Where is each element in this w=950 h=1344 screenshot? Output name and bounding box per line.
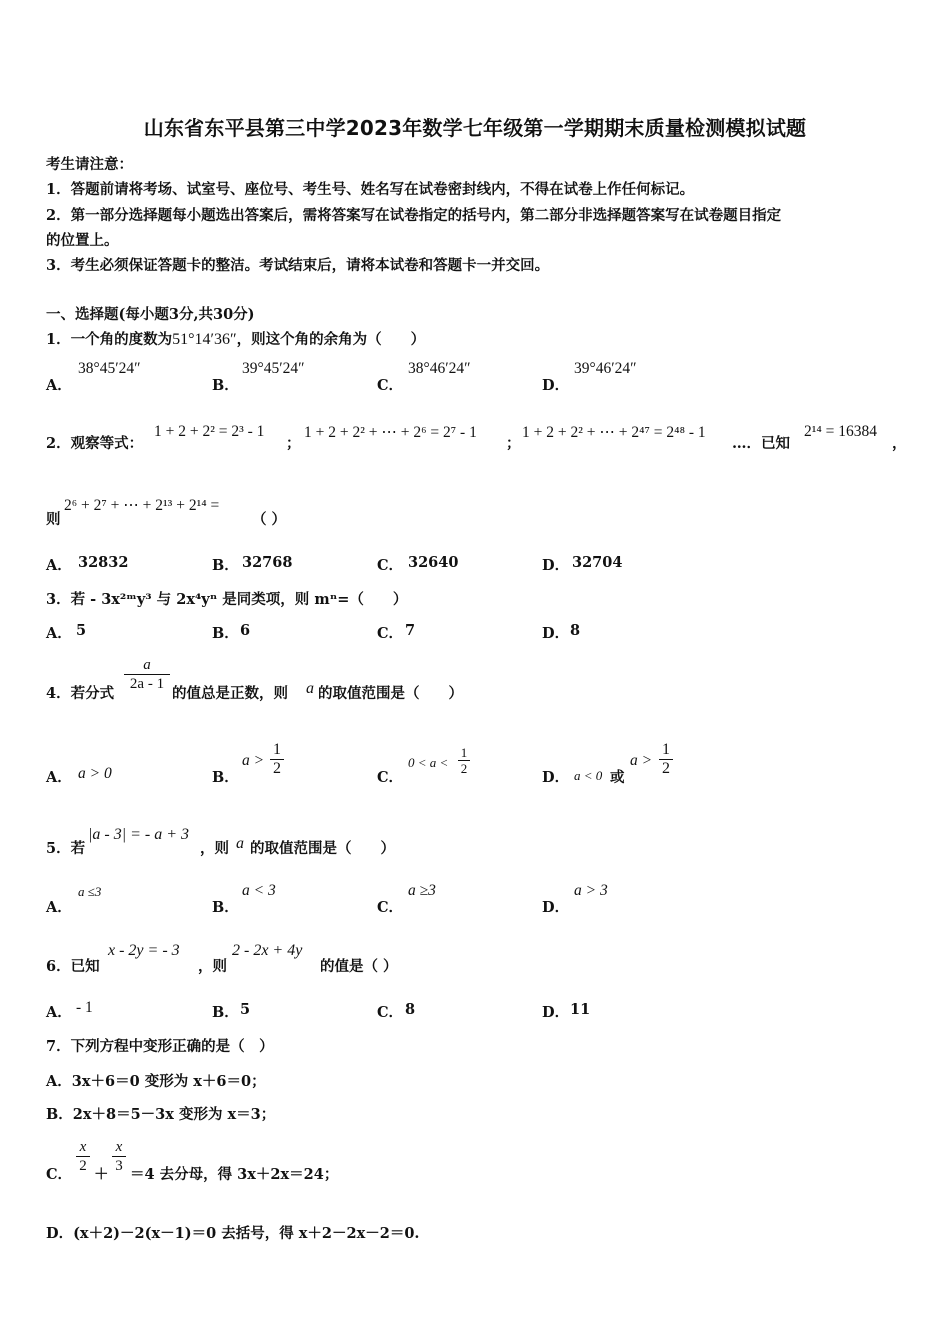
- q3-option-c-label[interactable]: C．: [377, 625, 404, 642]
- q6-option-a-value: - 1: [76, 999, 93, 1016]
- q6-option-a-label[interactable]: A．: [46, 1004, 72, 1021]
- q2-option-b-label[interactable]: B．: [212, 557, 239, 574]
- q7-option-c-fraction-2: [112, 1138, 126, 1175]
- q7-option-a[interactable]: A．3x＋6＝0 变形为 x＋6＝0；: [46, 1073, 266, 1090]
- q3-option-c-value: 7: [405, 622, 416, 639]
- q4-fraction-denominator: 2a - 1: [129, 676, 165, 692]
- q4-option-a-value: a > 0: [78, 765, 112, 782]
- question-1: [46, 328, 425, 349]
- question-7: 7．下列方程中变形正确的是（ ）: [46, 1038, 274, 1055]
- q4-option-b-frac-den: 2: [273, 760, 281, 777]
- q2-separator-2: ；: [506, 435, 521, 452]
- q4-text-c: 的取值范围是（ ）: [318, 685, 463, 702]
- q7-c-frac2-num: x: [115, 1139, 123, 1155]
- q2-known-value: 2¹⁴ = 16384: [804, 423, 878, 440]
- q6-option-b-label[interactable]: B．: [212, 1004, 239, 1021]
- q2-equation-3: 1 + 2 + 2² + ⋯ + 2⁴⁷ = 2⁴⁸ - 1: [522, 424, 706, 441]
- q5-text-b: ，则: [200, 840, 229, 857]
- q4-option-d-label[interactable]: D．: [542, 769, 570, 786]
- q7-c-rest: ＝4 去分母，得 3x＋2x＝24；: [130, 1166, 339, 1183]
- q2-separator-1: ；: [286, 435, 301, 452]
- q2-option-a-value: 32832: [78, 554, 129, 571]
- q5-option-b-value: a < 3: [242, 882, 276, 899]
- q1-option-c-label[interactable]: C．: [377, 377, 404, 394]
- q4-option-a-label[interactable]: A．: [46, 769, 72, 786]
- q5-expression: |a - 3| = - a + 3: [88, 826, 190, 843]
- q2-paren: （ ）: [252, 511, 287, 528]
- q5-option-c-value: a ≥3: [408, 882, 436, 899]
- q2-option-c-label[interactable]: C．: [377, 557, 404, 574]
- q1-option-d-label[interactable]: D．: [542, 377, 570, 394]
- notice-item-3: 3．考生必须保证答题卡的整洁。考试结束后，请将本试卷和答题卡一并交回。: [46, 257, 550, 274]
- q2-equation-1: 1 + 2 + 2² = 2³ - 1: [154, 423, 265, 440]
- q2-lead: 2．观察等式：: [46, 435, 144, 452]
- q6-given: x - 2y = - 3: [108, 942, 180, 959]
- q2-then: 则: [46, 511, 61, 528]
- q4-option-d-value2: a >: [630, 752, 653, 769]
- q6-option-b-value: 5: [240, 1001, 251, 1018]
- q6-option-d-label[interactable]: D．: [542, 1004, 570, 1021]
- q2-expression: 2⁶ + 2⁷ + ⋯ + 2¹³ + 2¹⁴ =: [64, 497, 220, 514]
- q2-option-b-value: 32768: [242, 554, 293, 571]
- q4-option-d-value: a < 0: [574, 768, 603, 783]
- q6-text-c: 的值是（ ）: [320, 958, 398, 975]
- q7-c-frac1-den: 2: [79, 1158, 87, 1174]
- q1-option-a-label[interactable]: A．: [46, 377, 72, 394]
- q5-option-a-value: a ≤3: [78, 884, 102, 899]
- q7-option-d[interactable]: D．(x＋2)－2(x－1)＝0 去括号，得 x＋2－2x－2＝0.: [46, 1225, 420, 1242]
- q4-text-a: 4．若分式: [46, 685, 115, 702]
- q4-option-c-value: 0 < a <: [408, 755, 449, 770]
- q5-option-b-label[interactable]: B．: [212, 899, 239, 916]
- q7-option-b[interactable]: B．2x＋8＝5－3x 变形为 x＝3；: [46, 1106, 276, 1123]
- q1-text-a: 1．一个角的度数为: [46, 331, 173, 348]
- q5-text-a: 5．若: [46, 840, 86, 857]
- q2-option-d-value: 32704: [572, 554, 623, 571]
- q4-option-b-fraction: [270, 741, 284, 778]
- q1-text-b: ，则这个角的余角为（ ）: [236, 331, 426, 348]
- q4-option-d-fraction: [659, 741, 673, 778]
- q2-option-d-label[interactable]: D．: [542, 557, 570, 574]
- q2-option-a-label[interactable]: A．: [46, 557, 72, 574]
- q1-option-a-value: 38°45′24″: [78, 360, 141, 377]
- q4-option-c-frac-num: 1: [460, 745, 468, 760]
- notice-heading: 考生请注意：: [46, 156, 133, 173]
- q2-equation-2: 1 + 2 + 2² + ⋯ + 2⁶ = 2⁷ - 1: [304, 424, 477, 441]
- q3-option-b-value: 6: [240, 622, 251, 639]
- q3-option-b-label[interactable]: B．: [212, 625, 239, 642]
- q1-option-b-label[interactable]: B．: [212, 377, 239, 394]
- q6-expression: 2 - 2x + 4y: [232, 942, 303, 959]
- notice-item-2: 2．第一部分选择题每小题选出答案后，需将答案写在试卷指定的括号内，第二部分非选择题答案写在试卷题目指定: [46, 207, 782, 224]
- q7-option-c-fraction-1: [76, 1138, 90, 1175]
- q1-option-c-value: 38°46′24″: [408, 360, 471, 377]
- q6-option-c-label[interactable]: C．: [377, 1004, 404, 1021]
- q6-text-b: ，则: [198, 958, 227, 975]
- exam-title: 山东省东平县第三中学2023年数学七年级第一学期期末质量检测模拟试题: [143, 116, 807, 140]
- q7-c-frac1-num: x: [79, 1139, 87, 1155]
- q1-option-b-value: 39°45′24″: [242, 360, 305, 377]
- section-heading: 一、选择题(每小题3分,共30分): [46, 306, 255, 323]
- q1-angle: 51°14′36″: [172, 331, 237, 348]
- q4-option-c-frac-den: 2: [460, 761, 468, 776]
- q4-option-c-fraction: [458, 745, 470, 776]
- q6-text-a: 6．已知: [46, 958, 100, 975]
- q4-option-b-value: a >: [242, 752, 265, 769]
- q4-option-d-or: 或: [610, 769, 625, 786]
- q6-option-c-value: 8: [405, 1001, 416, 1018]
- q5-option-d-value: a > 3: [574, 882, 608, 899]
- q7-c-frac2-den: 3: [115, 1158, 123, 1174]
- q4-option-d-frac-num: 1: [662, 741, 670, 758]
- q3-option-d-label[interactable]: D．: [542, 625, 570, 642]
- q5-option-d-label[interactable]: D．: [542, 899, 570, 916]
- q7-c-plus: ＋: [94, 1166, 109, 1183]
- notice-item-2-cont: 的位置上。: [46, 232, 119, 249]
- q5-option-c-label[interactable]: C．: [377, 899, 404, 916]
- q5-var: a: [236, 835, 244, 852]
- q6-option-d-value: 11: [570, 1001, 591, 1018]
- q3-option-a-label[interactable]: A．: [46, 625, 72, 642]
- q4-text-b: 的值总是正数，则: [172, 685, 288, 702]
- q2-dots-known: …．已知: [732, 435, 790, 452]
- q3-option-d-value: 8: [570, 622, 581, 639]
- q5-text-c: 的取值范围是（ ）: [250, 840, 395, 857]
- q4-option-b-frac-num: 1: [273, 741, 281, 758]
- q4-option-d-frac-den: 2: [662, 760, 670, 777]
- q4-var: a: [306, 680, 314, 697]
- q4-fraction-numerator: a: [143, 657, 151, 673]
- q1-option-d-value: 39°46′24″: [574, 360, 637, 377]
- q2-comma: ，: [892, 435, 907, 452]
- q5-option-a-label[interactable]: A．: [46, 899, 72, 916]
- q4-option-c-label[interactable]: C．: [377, 769, 404, 786]
- q7-option-c-label[interactable]: C．: [46, 1166, 73, 1183]
- question-3: 3．若 - 3x²ᵐy³ 与 2x⁴yⁿ 是同类项，则 mⁿ=（ ）: [46, 591, 408, 608]
- q2-option-c-value: 32640: [408, 554, 459, 571]
- q4-option-b-label[interactable]: B．: [212, 769, 239, 786]
- notice-item-1: 1．答题前请将考场、试室号、座位号、考生号、姓名写在试卷密封线内，不得在试卷上作任何标记。: [46, 181, 695, 198]
- q4-fraction: [124, 656, 170, 693]
- q3-option-a-value: 5: [76, 622, 87, 639]
